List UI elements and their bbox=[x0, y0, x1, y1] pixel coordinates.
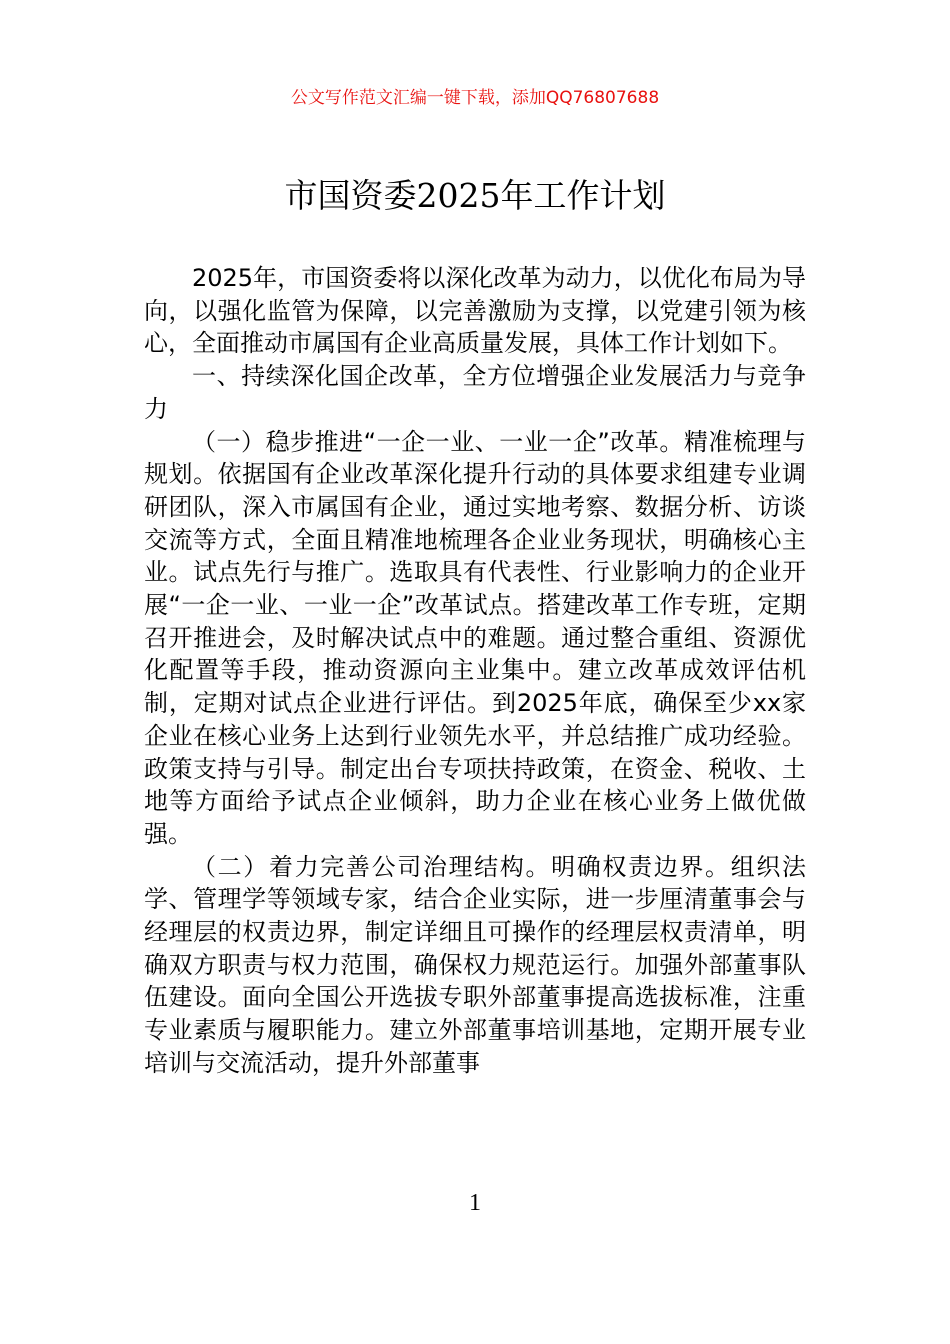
document-body bbox=[144, 262, 806, 1080]
intro-paragraph: 2025年，市国资委将以深化改革为动力，以优化布局为导向，以强化监管为保障，以完善激励为支撑，以党建引领为核心，全面推动市属国有企业高质量发展，具体工作计划如下。 bbox=[144, 264, 806, 358]
document-title: 市国资委2025年工作计划 bbox=[284, 176, 666, 215]
page-number: 1 bbox=[469, 1190, 481, 1216]
download-banner: 公文写作范文汇编一键下载，添加QQ76807688 bbox=[290, 88, 660, 108]
subsection-paragraph: （二）着力完善公司治理结构。明确权责边界。组织法学、管理学等领域专家，结合企业实际，进一步厘清董事会与经理层的权责边界，制定详细且可操作的经理层权责清单，明确双方职责与权力范围，确保权力规范运行。加强外部董事队伍建设。面向全国公开选拔专职外部董事提高选拔标准，注重专业素质与履职能力。建立外部董事培训基地，定期开展专业培训与交流活动，提升外部董事 bbox=[144, 852, 806, 1077]
subsection-paragraph: （一）稳步推进“一企一业、一业一企”改革。精准梳理与规划。依据国有企业改革深化提升行动的具体要求组建专业调研团队，深入市属国有企业，通过实地考察、数据分析、访谈交流等方式，全面且精准地梳理各企业业务现状，明确核心主业。试点先行与推广。选取具有代表性、行业影响力的企业开展“一企一业、一业一企”改革试点。搭建改革工作专班，定期召开推进会，及时解决试点中的难题。通过整合重组、资源优化配置等手段，推动资源向主业集中。建立改革成效评估机制，定期对试点企业进行评估。到2025年底，确保至少xx家企业在核心业务上达到行业领先水平，并总结推广成功经验。政策支持与引导。制定出台专项扶持政策，在资金、税收、土地等方面给予试点企业倾斜，助力企业在核心业务上做优做强。 bbox=[144, 427, 806, 848]
section-heading: 一、持续深化国企改革，全方位增强企业发展活力与竞争力 bbox=[144, 362, 806, 423]
